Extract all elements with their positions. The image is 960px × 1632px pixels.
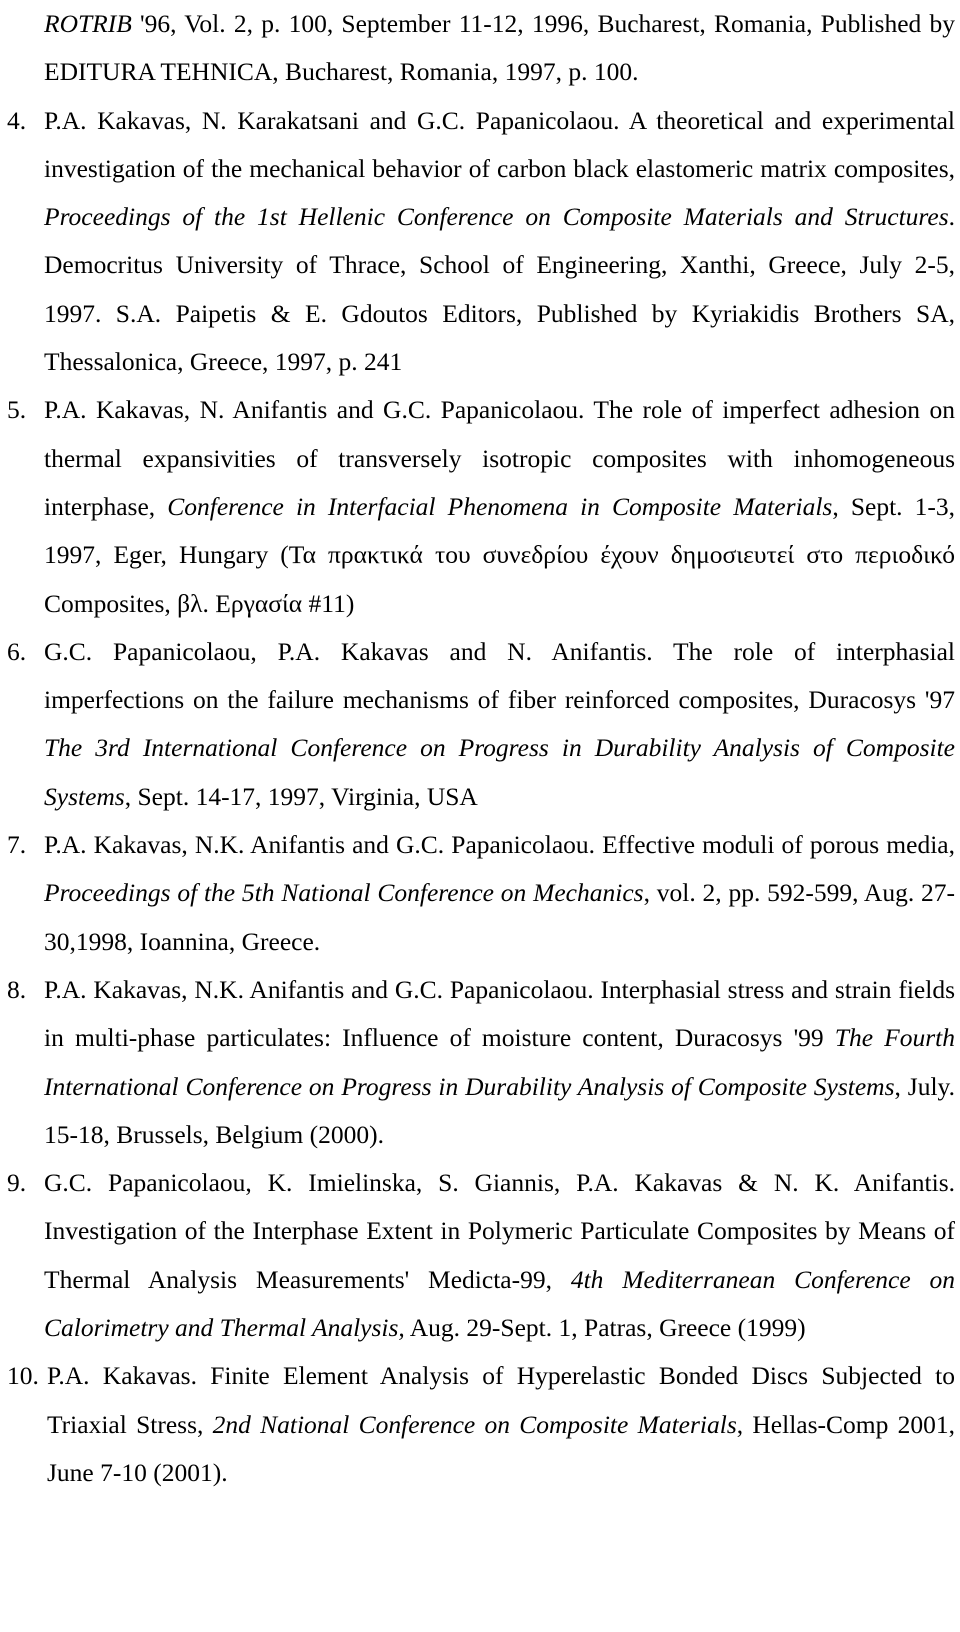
reference-text: . Democritus University of Thrace, School of Engineering, Xanthi, Greece, July 2-5, 1997. S.A. Paipetis & E. Gdoutos Editors, Published by Kyriakidis Brothers SA, Thessalonica, Greece, 1997, p. 241 — [44, 202, 955, 377]
reference-number: 7. — [7, 830, 27, 860]
reference-text: G.C. Papanicolaou, K. Imielinska, S. Giannis, P.A. Kakavas & N. K. Anifantis. Investigation of the Interphase Extent in Polymeric Particulate Composites by Means of Thermal Analysis Measurements' Medicta-99, — [44, 1168, 955, 1294]
reference-text-italic: The Fourth International Conference on Progress in Durability Analysis of Composite Systems — [44, 1023, 955, 1101]
reference-item-continued — [0, 0, 960, 97]
reference-item-4 — [0, 97, 960, 387]
reference-item-5 — [0, 386, 960, 627]
reference-text: '96, Vol. 2, p. 100, September 11-12, 1996, Bucharest, Romania, Published by EDITURA TEHNICA, Bucharest, Romania, 1997, p. 100. — [44, 9, 955, 87]
reference-item-8 — [0, 966, 960, 1159]
reference-text: , Sept. 14-17, 1997, Virginia, USA — [124, 781, 478, 811]
reference-item-10 — [0, 1352, 960, 1497]
reference-text: G.C. Papanicolaou, P.A. Kakavas and N. Anifantis. The role of interphasial imperfections on the failure mechanisms of fiber reinforced composites, Duracosys '97 — [44, 636, 955, 715]
reference-text: P.A. Kakavas. Finite Element Analysis of Hyperelastic Bonded Discs Subjected to Triaxial Stress, — [47, 1361, 955, 1439]
reference-text-italic: Proceedings of the 1st Hellenic Conference on Composite Materials and Structures — [44, 202, 949, 232]
reference-text-italic: The 3rd International Conference on Progress in Durability Analysis of Composite Systems — [44, 733, 955, 811]
reference-item-7 — [0, 821, 960, 966]
reference-item-6 — [0, 628, 960, 821]
reference-text-italic: 4th Mediterranean Conference on Calorimetry and Thermal Analysis, — [44, 1264, 956, 1343]
reference-text-italic: Conference in Interfacial Phenomena in Composite Materials — [167, 491, 833, 521]
reference-text: Aug. 29-Sept. 1, Patras, Greece (1999) — [404, 1313, 806, 1343]
reference-number: 8. — [7, 974, 27, 1004]
reference-number: 4. — [7, 105, 27, 135]
reference-text-italic: ROTRIB — [44, 9, 132, 38]
reference-text: P.A. Kakavas, N.K. Anifantis and G.C. Papanicolaou. Interphasial stress and strain fields in multi-phase particulates: Influence of moisture content, Duracosys '99 — [44, 974, 955, 1053]
reference-text-italic: 2nd National Conference on Composite Materials — [212, 1409, 737, 1439]
reference-item-9 — [0, 1159, 960, 1352]
reference-number: 6. — [7, 636, 27, 666]
reference-text: P.A. Kakavas, N.K. Anifantis and G.C. Papanicolaou. Effective moduli of porous media, — [44, 830, 955, 860]
reference-text: , Sept. 1-3, 1997, Eger, Hungary (Τα πρακτικά του συνεδρίου έχουν δημοσιευτεί στο περιοδικό Composites, βλ. Εργασία #11) — [44, 491, 955, 618]
reference-text: P.A. Kakavas, N. Anifantis and G.C. Papanicolaou. The role of imperfect adhesion on thermal expansivities of transversely isotropic composites with inhomogeneous interphase, — [44, 395, 955, 521]
reference-text-italic: Proceedings of the 5th National Conference on Mechanics — [44, 878, 644, 908]
reference-number: 10. — [7, 1361, 39, 1391]
reference-text: , vol. 2, pp. 592-599, Aug. 27-30,1998, Ioannina, Greece. — [44, 878, 955, 956]
reference-number: 5. — [7, 395, 27, 425]
reference-text: P.A. Kakavas, N. Karakatsani and G.C. Papanicolaou. A theoretical and experimental investigation of the mechanical behavior of carbon black elastomeric matrix composites, — [44, 105, 955, 183]
reference-number: 9. — [7, 1168, 27, 1198]
reference-text: , Hellas-Comp 2001, June 7-10 (2001). — [47, 1409, 955, 1487]
reference-text: , July. 15-18, Brussels, Belgium (2000). — [44, 1071, 956, 1149]
